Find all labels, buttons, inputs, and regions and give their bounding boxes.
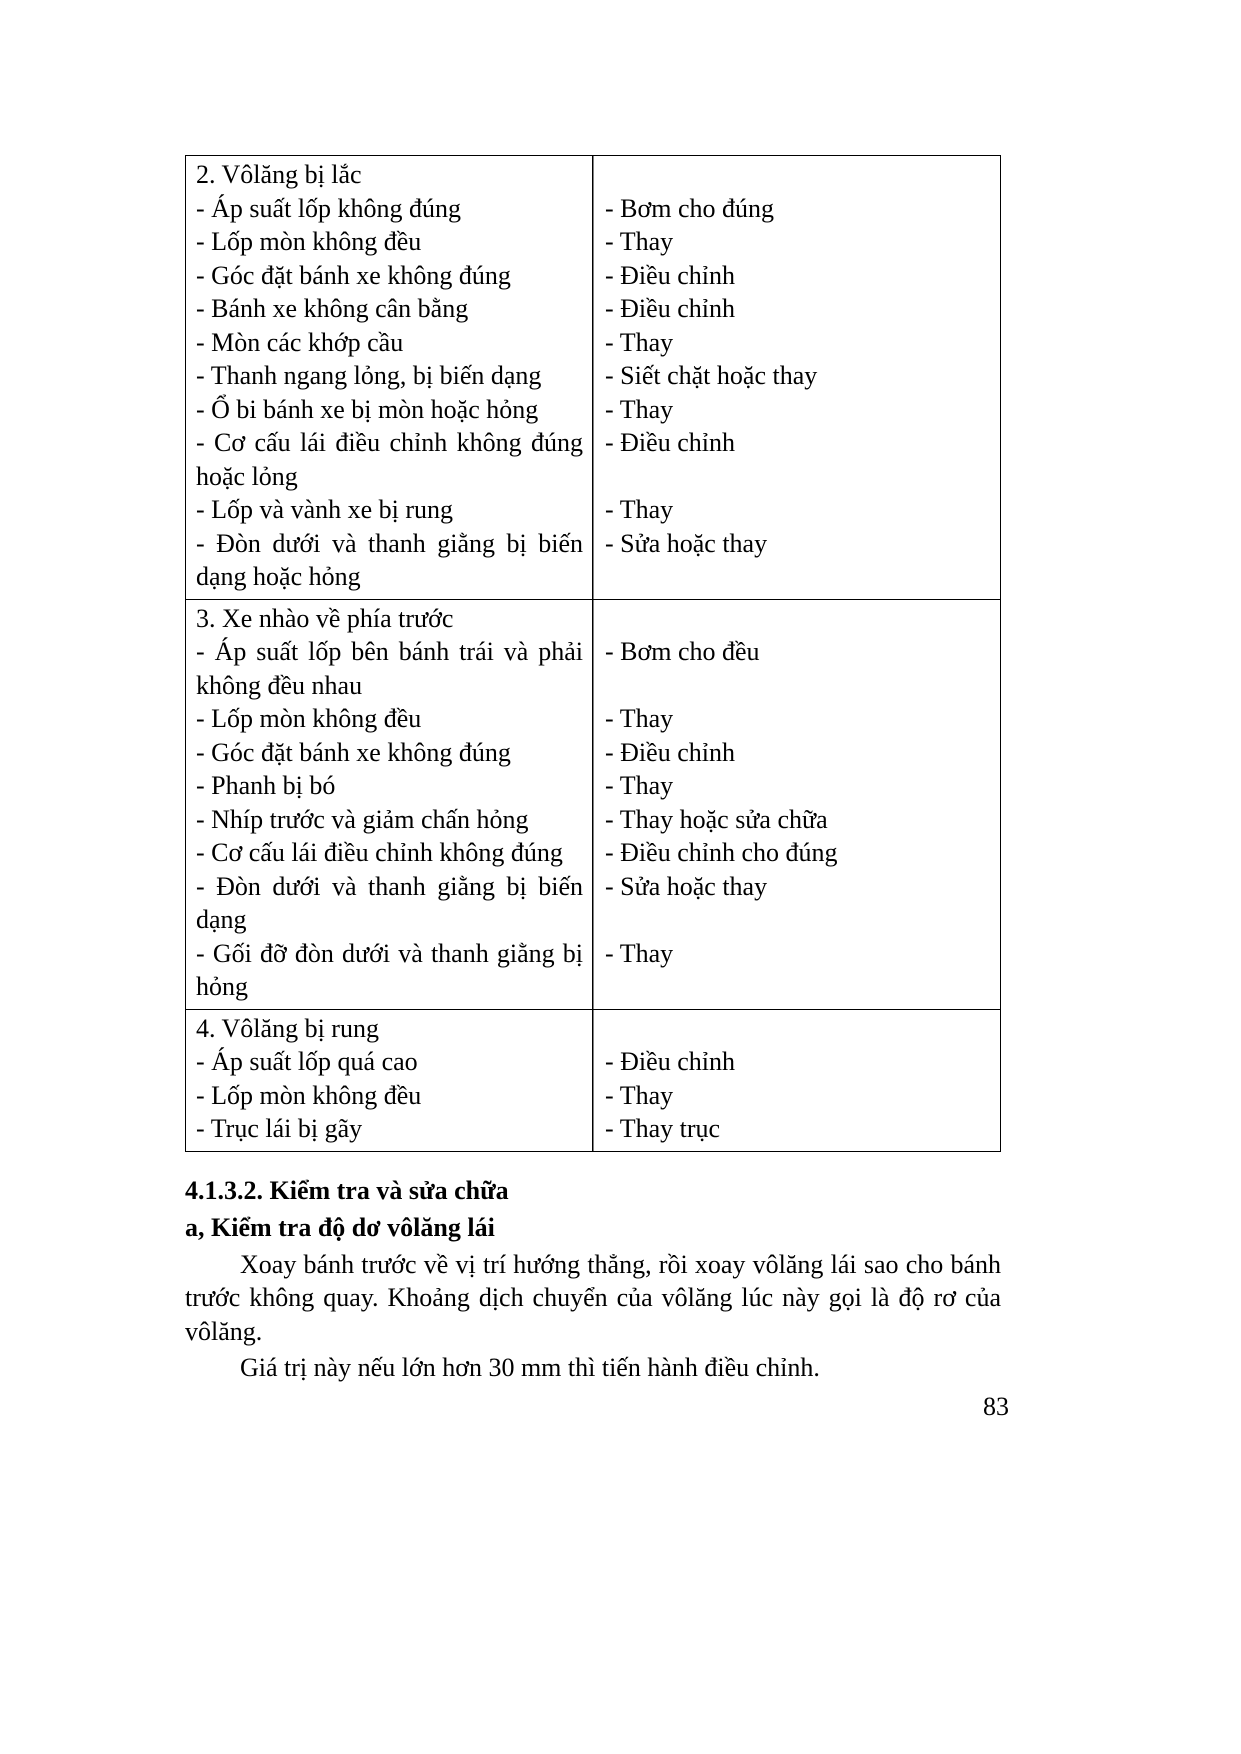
cause-cell: - Phanh bị bó	[196, 771, 336, 800]
table-row	[186, 225, 1000, 259]
remedy-cell: - Thay	[605, 771, 674, 800]
page-number: 83	[983, 1392, 1009, 1421]
table-row	[186, 292, 1000, 326]
table-row	[186, 326, 1000, 360]
table-row	[186, 259, 1000, 293]
table-row	[186, 836, 1000, 870]
table-row	[186, 192, 1000, 226]
table-row	[186, 702, 1000, 736]
cause-cell: - Trục lái bị gãy	[196, 1114, 363, 1143]
remedy-cell: - Thay	[605, 1080, 674, 1110]
cause-cell: - Góc đặt bánh xe không đúng	[196, 737, 511, 767]
after-table-text	[185, 1174, 1001, 1385]
section-title: 3. Xe nhào về phía trước	[196, 603, 454, 633]
remedy-cell: - Sửa hoặc thay	[605, 871, 768, 901]
cause-cell: - Lốp mòn không đều	[196, 704, 422, 733]
table-row	[186, 426, 1000, 493]
section-title-row	[186, 1012, 1000, 1046]
table-section	[186, 1010, 1000, 1151]
section-title: 4. Vôlăng bị rung	[196, 1013, 379, 1043]
cause-cell: - Áp suất lốp không đúng	[196, 193, 462, 223]
cause-cell: - Đòn dưới và thanh giằng bị biến dạng hoặc hỏng	[196, 528, 583, 591]
remedy-cell: - Bơm cho đúng	[605, 193, 775, 223]
cause-cell: - Lốp mòn không đều	[196, 1080, 422, 1110]
section-title-spacer	[593, 158, 1000, 192]
remedy-cell: - Bơm cho đều	[605, 637, 760, 666]
table-row	[186, 635, 1000, 702]
cause-cell: - Gối đỡ đòn dưới và thanh giằng bị hỏng	[196, 938, 583, 1001]
cause-cell: - Lốp và vành xe bị rung	[196, 495, 454, 524]
body-paragraph: Xoay bánh trước về vị trí hướng thẳng, rồi xoay vôlăng lái sao cho bánh trước không quay. Khoảng dịch chuyển của vôlăng lúc này gọi là độ rơ của vôlăng.	[185, 1249, 1001, 1346]
remedy-cell: - Điều chỉnh	[605, 294, 735, 323]
remedy-cell: - Điều chỉnh	[605, 428, 735, 457]
table-row	[186, 1045, 1000, 1079]
remedy-cell: - Thay	[605, 495, 674, 524]
cause-cell: - Nhíp trước và giảm chấn hỏng	[196, 804, 529, 834]
remedy-cell: - Thay	[605, 327, 674, 357]
remedy-cell: - Điều chỉnh cho đúng	[605, 838, 838, 867]
cause-cell: - Cơ cấu lái điều chỉnh không đúng	[196, 838, 563, 867]
troubleshooting-table	[185, 155, 1001, 1152]
cause-cell: - Đòn dưới và thanh giằng bị biến dạng	[196, 871, 583, 934]
table-row	[186, 803, 1000, 837]
page-content	[185, 155, 1001, 1385]
remedy-cell: - Thay trục	[605, 1114, 721, 1143]
table-row	[186, 493, 1000, 527]
cause-cell: - Góc đặt bánh xe không đúng	[196, 260, 511, 290]
cause-cell: - Lốp mòn không đều	[196, 227, 422, 256]
remedy-cell: - Điều chỉnh	[605, 1047, 735, 1076]
table-row	[186, 937, 1000, 1004]
section-title-spacer	[593, 602, 1000, 636]
table-row	[186, 527, 1000, 594]
table-row	[186, 393, 1000, 427]
cause-cell: - Ổ bi bánh xe bị mòn hoặc hỏng	[196, 394, 539, 424]
section-title-row	[186, 602, 1000, 636]
table-section	[186, 156, 1000, 600]
subsection-heading: a, Kiểm tra độ dơ vôlăng lái	[185, 1213, 495, 1242]
cause-cell: - Mòn các khớp cầu	[196, 327, 404, 357]
remedy-cell: - Thay hoặc sửa chữa	[605, 804, 828, 834]
remedy-cell: - Siết chặt hoặc thay	[605, 361, 818, 390]
remedy-cell: - Điều chỉnh	[605, 260, 735, 290]
cause-cell: - Cơ cấu lái điều chỉnh không đúng hoặc lỏng	[196, 428, 583, 491]
remedy-cell: - Điều chỉnh	[605, 737, 735, 767]
remedy-cell: - Sửa hoặc thay	[605, 528, 768, 558]
cause-cell: - Áp suất lốp quá cao	[196, 1047, 418, 1076]
section-title-spacer	[593, 1012, 1000, 1046]
remedy-cell: - Thay	[605, 938, 674, 968]
cause-cell: - Thanh ngang lỏng, bị biến dạng	[196, 361, 542, 390]
table-section	[186, 600, 1000, 1010]
remedy-cell: - Thay	[605, 704, 674, 733]
table-row	[186, 1079, 1000, 1113]
table-row	[186, 359, 1000, 393]
section-title-row	[186, 158, 1000, 192]
body-paragraph: Giá trị này nếu lớn hơn 30 mm thì tiến hành điều chỉnh.	[240, 1353, 820, 1382]
section-heading: 4.1.3.2. Kiểm tra và sửa chữa	[185, 1175, 509, 1205]
cause-cell: - Áp suất lốp bên bánh trái và phải không đều nhau	[196, 637, 583, 700]
table-row	[186, 870, 1000, 937]
remedy-cell: - Thay	[605, 227, 674, 256]
section-title: 2. Vôlăng bị lắc	[196, 160, 362, 189]
table-row	[186, 1112, 1000, 1146]
table-row	[186, 736, 1000, 770]
cause-cell: - Bánh xe không cân bằng	[196, 294, 469, 323]
remedy-cell: - Thay	[605, 394, 674, 424]
table-row	[186, 769, 1000, 803]
